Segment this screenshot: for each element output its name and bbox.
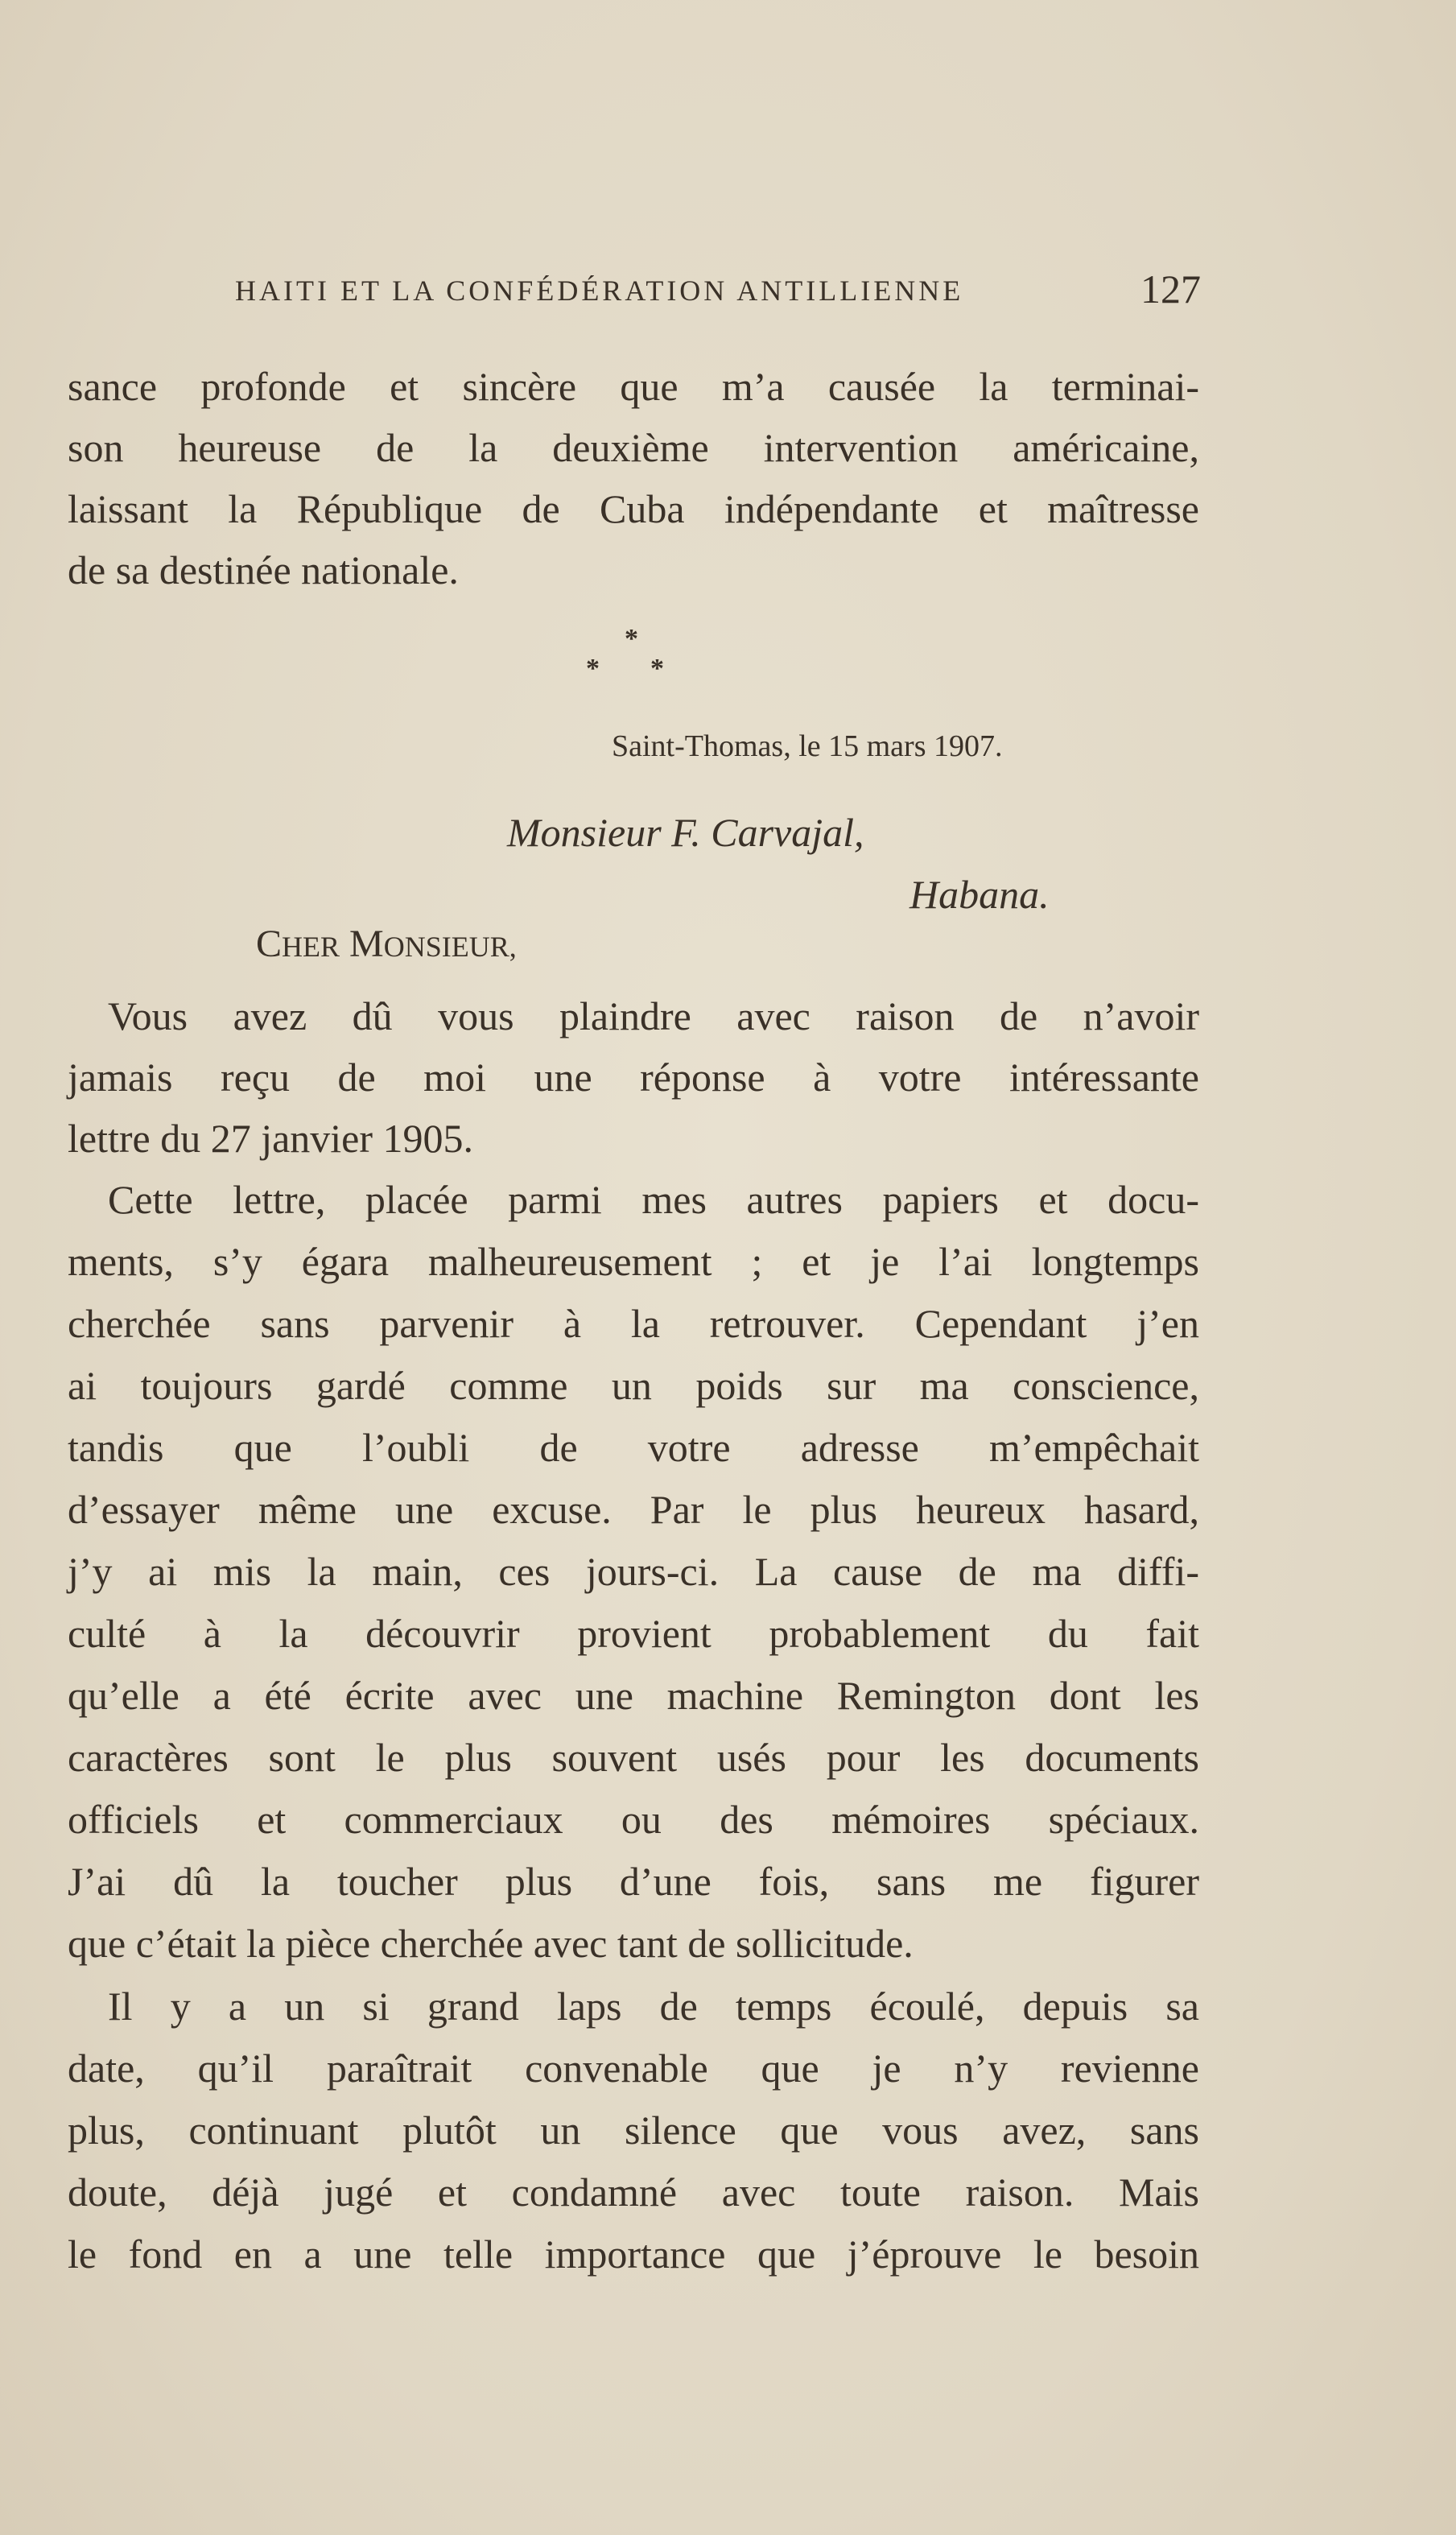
text-line: de sa destinée nationale. [68,547,459,592]
addressee-city: Habana. [909,872,1050,917]
text-line: laissant la République de Cuba indépendante et maîtresse [68,486,1199,531]
text-line: officiels et commerciaux ou des mémoires spéciaux. [68,1797,1199,1842]
text-line: Il y a un si grand laps de temps écoulé, depuis sa [108,1984,1199,2029]
text-line: ments, s’y égara malheureusement ; et je l’ai longtemps [68,1239,1199,1284]
text-line: Vous avez dû vous plaindre avec raison de n’avoir [108,993,1199,1038]
text-line: doute, déjà jugé et condamné avec toute raison. Mais [68,2170,1199,2215]
text-line: plus, continuant plutôt un silence que vous avez, sans [68,2108,1199,2153]
page-number: 127 [1140,266,1201,312]
running-title: HAITI ET LA CONFÉDÉRATION ANTILLIENNE [235,275,964,307]
asterism-top: * [625,624,638,654]
text-line: lettre du 27 janvier 1905. [68,1116,474,1161]
text-line: son heureuse de la deuxième intervention américaine, [68,425,1199,470]
salutation [256,922,517,966]
running-header [235,266,1201,312]
text-line: sance profonde et sincère que m’a causée la terminai- [68,364,1199,409]
text-line: que c’était la pièce cherchée avec tant de sollicitude. [68,1921,914,1966]
text-line: caractères sont le plus souvent usés pour les documents [68,1735,1199,1780]
text-line: qu’elle a été écrite avec une machine Remington dont les [68,1673,1199,1718]
text-line: cherchée sans parvenir à la retrouver. Cependant j’en [68,1301,1199,1346]
asterism-left: * [586,654,600,683]
text-line: le fond en a une telle importance que j’éprouve le besoin [68,2232,1199,2277]
asterism-right: * [650,654,664,683]
text-line: culté à la découvrir provient probablement du fait [68,1611,1199,1656]
sal-cap-1: C [256,923,283,965]
dateline: Saint-Thomas, le 15 mars 1907. [612,729,1003,763]
text-line: jamais reçu de moi une réponse à votre intéressante [68,1055,1199,1100]
sal-small-2: ONSIEUR, [383,931,517,963]
text-line: Cette lettre, placée parmi mes autres papiers et docu- [108,1177,1199,1222]
sal-cap-2: M [349,923,384,965]
text-line: ai toujours gardé comme un poids sur ma conscience, [68,1363,1199,1408]
text-line: tandis que l’oubli de votre adresse m’empêchait [68,1425,1199,1470]
addressee: Monsieur F. Carvajal, [507,810,864,855]
text-line: J’ai dû la toucher plus d’une fois, sans me figurer [68,1859,1199,1904]
sal-small-1: HER [282,931,340,963]
text-line: j’y ai mis la main, ces jours-ci. La cause de ma diffi- [68,1549,1199,1594]
text-line: date, qu’il paraîtrait convenable que je n’y revienne [68,2046,1199,2091]
text-line: d’essayer même une excuse. Par le plus heureux hasard, [68,1487,1199,1532]
